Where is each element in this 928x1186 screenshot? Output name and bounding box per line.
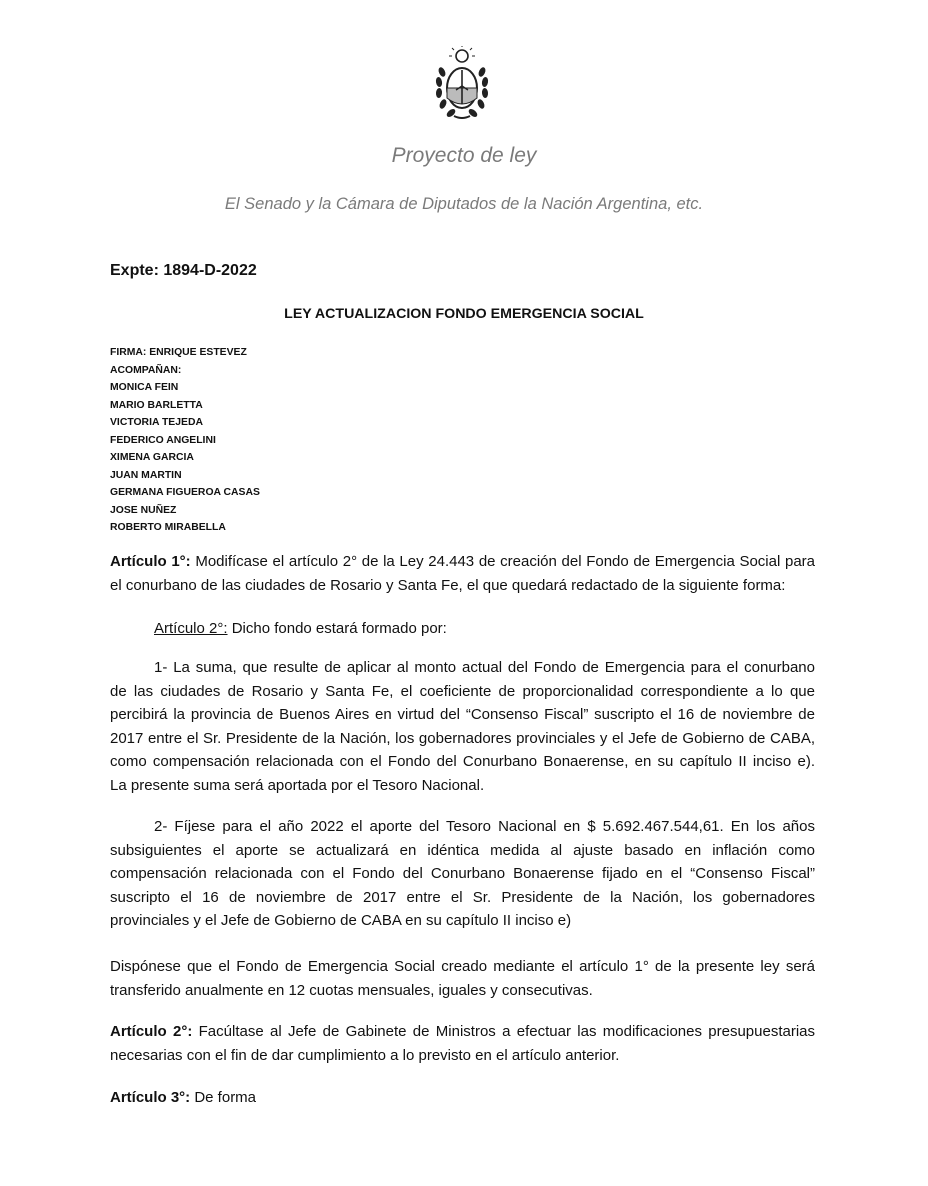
paragraph-line: de las ciudades de Rosario y Santa Fe, el coeficiente de proporcionalidad correspondiente a lo que: [110, 682, 815, 700]
signatory-line: FEDERICO ANGELINI: [110, 434, 216, 446]
inner-article-2-label: Artículo 2°:: [154, 620, 228, 637]
inciso-1-paragraph: [110, 656, 815, 798]
expediente-number: Expte: 1894-D-2022: [110, 262, 257, 279]
signatory-line: FIRMA: ENRIQUE ESTEVEZ: [110, 347, 247, 358]
paragraph-line: subsiguientes el aporte se actualizará en idéntica medida al ajuste basado en inflación como: [110, 841, 815, 859]
paragraph-line: percibirá la provincia de Buenos Aires en virtud del “Consenso Fiscal” suscripto el 16 de noviembre de: [110, 706, 815, 724]
paragraph-line: [110, 617, 815, 641]
paragraph-line: 1- La suma, que resulte de aplicar al monto actual del Fondo de Emergencia para el conurbano: [154, 659, 815, 676]
document-header-subtitle: El Senado y la Cámara de Diputados de la Nación Argentina, etc.: [224, 195, 704, 213]
signatory-line: XIMENA GARCIA: [110, 452, 194, 463]
article-1-paragraph: [110, 550, 815, 597]
signatory-line: ROBERTO MIRABELLA: [110, 522, 226, 533]
article-2-text: Facúltase al Jefe de Gabinete de Ministros a efectuar las modificaciones presupuestarias: [192, 1023, 816, 1040]
paragraph-line: provinciales y el Jefe de Gobierno de CABA en su capítulo II inciso e): [110, 912, 572, 930]
law-title: LEY ACTUALIZACION FONDO EMERGENCIA SOCIAL: [284, 306, 644, 322]
inner-article-2-text: Dicho fondo estará formado por:: [227, 620, 447, 637]
signatory-line: JUAN MARTIN: [110, 469, 182, 481]
paragraph-line: necesarias con el fin de dar cumplimiento a lo previsto en el artículo anterior.: [110, 1046, 620, 1064]
paragraph-line: compensación relacionada con el Fondo del Conurbano Bonaerense fijado en el “Consenso Fiscal”: [110, 865, 815, 883]
paragraph-line: suscripto el 16 de noviembre de 2017 entre el Sr. Presidente de la Nación, los gobernadores: [110, 888, 815, 906]
article-2-label: Artículo 2°:: [110, 1023, 193, 1040]
paragraph-line: el conurbano de las ciudades de Rosario y Santa Fe, el que quedará redactado de la siguiente forma:: [110, 576, 786, 594]
paragraph-line: [110, 1086, 815, 1110]
article-1-text: Modifícase el artículo 2° de la Ley 24.443 de creación del Fondo de Emergencia Social para: [190, 553, 815, 570]
paragraph-line: Dispónese que el Fondo de Emergencia Social creado mediante el artículo 1° de la presente ley será: [110, 958, 815, 975]
paragraph-line: 2- Fíjese para el año 2022 el aporte del Tesoro Nacional en $ 5.692.467.544,61. En los años: [154, 818, 815, 835]
paragraph-line: como compensación relacionada con el Fondo del Conurbano Bonaerense, en su capítulo II inciso e).: [110, 753, 815, 771]
article-3-label: Artículo 3°:: [110, 1089, 191, 1106]
article-1-label: Artículo 1°:: [110, 553, 191, 570]
signatory-line: VICTORIA TEJEDA: [110, 417, 203, 428]
signatory-line: MONICA FEIN: [110, 382, 179, 393]
disposition-paragraph: [110, 955, 815, 1002]
signatory-line: GERMANA FIGUEROA CASAS: [110, 487, 260, 498]
signatory-line: MARIO BARLETTA: [110, 399, 203, 411]
signatory-line: JOSE NUÑEZ: [110, 504, 177, 516]
signatory-line: ACOMPAÑAN:: [110, 364, 182, 376]
paragraph-line: [110, 550, 815, 574]
coat-of-arms-icon: [430, 46, 494, 122]
paragraph-line: La presente suma será aportada por el Tesoro Nacional.: [110, 776, 485, 794]
document-header-title: Proyecto de ley: [391, 144, 537, 167]
article-3-paragraph: [110, 1086, 815, 1110]
paragraph-line: [110, 1020, 815, 1044]
article-2-paragraph: [110, 1020, 815, 1067]
paragraph-line: 2017 entre el Sr. Presidente de la Nación, los gobernadores provinciales y el Jefe de Gobierno de CABA,: [110, 729, 815, 747]
signatories-list: [110, 344, 260, 537]
article-3-text: De forma: [190, 1089, 257, 1106]
inciso-2-paragraph: [110, 815, 815, 933]
paragraph-line: transferido anualmente en 12 cuotas mensuales, iguales y consecutivas.: [110, 981, 593, 999]
inner-article-2-paragraph: [110, 617, 815, 641]
